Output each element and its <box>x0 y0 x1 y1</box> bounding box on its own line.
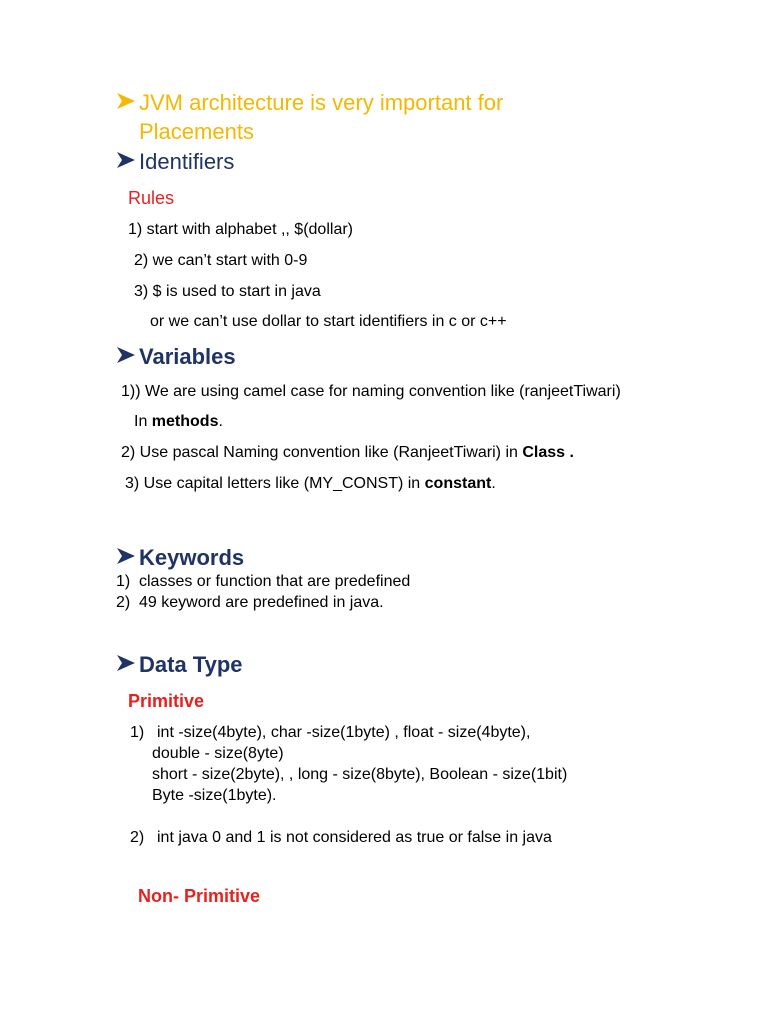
heading-keywords <box>116 545 244 571</box>
heading-jvm-line2: Placements <box>139 119 254 144</box>
heading-identifiers-text: Identifiers <box>139 149 235 174</box>
rule-item: 1) start with alphabet ,, $(dollar) <box>128 221 353 238</box>
primitive-item-2-text: int java 0 and 1 is not considered as true or false in java <box>157 829 552 846</box>
primitive-item-2-num: 2) <box>130 829 145 846</box>
rules-label: Rules <box>128 188 175 208</box>
rule-item: or we can’t use dollar to start identifiers in c or c++ <box>150 313 507 330</box>
variables-rule-1: 1)) We are using camel case for naming convention like (ranjeetTiwari) <box>121 383 621 400</box>
primitive-item-1-num: 1) <box>130 724 145 741</box>
rule-item: 2) we can’t start with 0-9 <box>134 252 308 269</box>
heading-variables <box>116 344 236 370</box>
primitive-label: Primitive <box>128 691 205 711</box>
heading-identifiers <box>116 149 234 175</box>
arrow-bullet-icon <box>116 546 138 568</box>
variables-rule-1-cont: In methods. <box>134 413 223 430</box>
arrow-bullet-icon <box>116 345 138 367</box>
keyword-item: 2) 49 keyword are predefined in java. <box>116 594 384 611</box>
heading-keywords-text: Keywords <box>139 545 245 570</box>
variables-rule-2: 2) Use pascal Naming convention like (RanjeetTiwari) in Class . <box>121 444 574 461</box>
primitive-item-1-line4: Byte -size(1byte). <box>152 787 277 804</box>
primitive-item-1-line3: short - size(2byte), , long - size(8byte), Boolean - size(1bit) <box>152 766 568 783</box>
heading-variables-text: Variables <box>139 344 236 369</box>
rule-item: 3) $ is used to start in java <box>134 283 321 300</box>
heading-jvm-line1: JVM architecture is very important for <box>139 90 504 115</box>
keyword-item: 1) classes or function that are predefined <box>116 573 411 590</box>
primitive-item-1-line2: double - size(8yte) <box>152 745 284 762</box>
heading-jvm <box>116 90 503 116</box>
heading-datatype-text: Data Type <box>139 652 243 677</box>
variables-rule-3: 3) Use capital letters like (MY_CONST) in constant. <box>125 475 496 492</box>
non-primitive-label: Non- Primitive <box>138 886 261 906</box>
arrow-bullet-icon <box>116 91 138 113</box>
primitive-item-1-line1: int -size(4byte), char -size(1byte) , float - size(4byte), <box>157 724 531 741</box>
arrow-bullet-icon <box>116 653 138 675</box>
arrow-bullet-icon <box>116 150 138 172</box>
heading-datatype <box>116 652 243 678</box>
